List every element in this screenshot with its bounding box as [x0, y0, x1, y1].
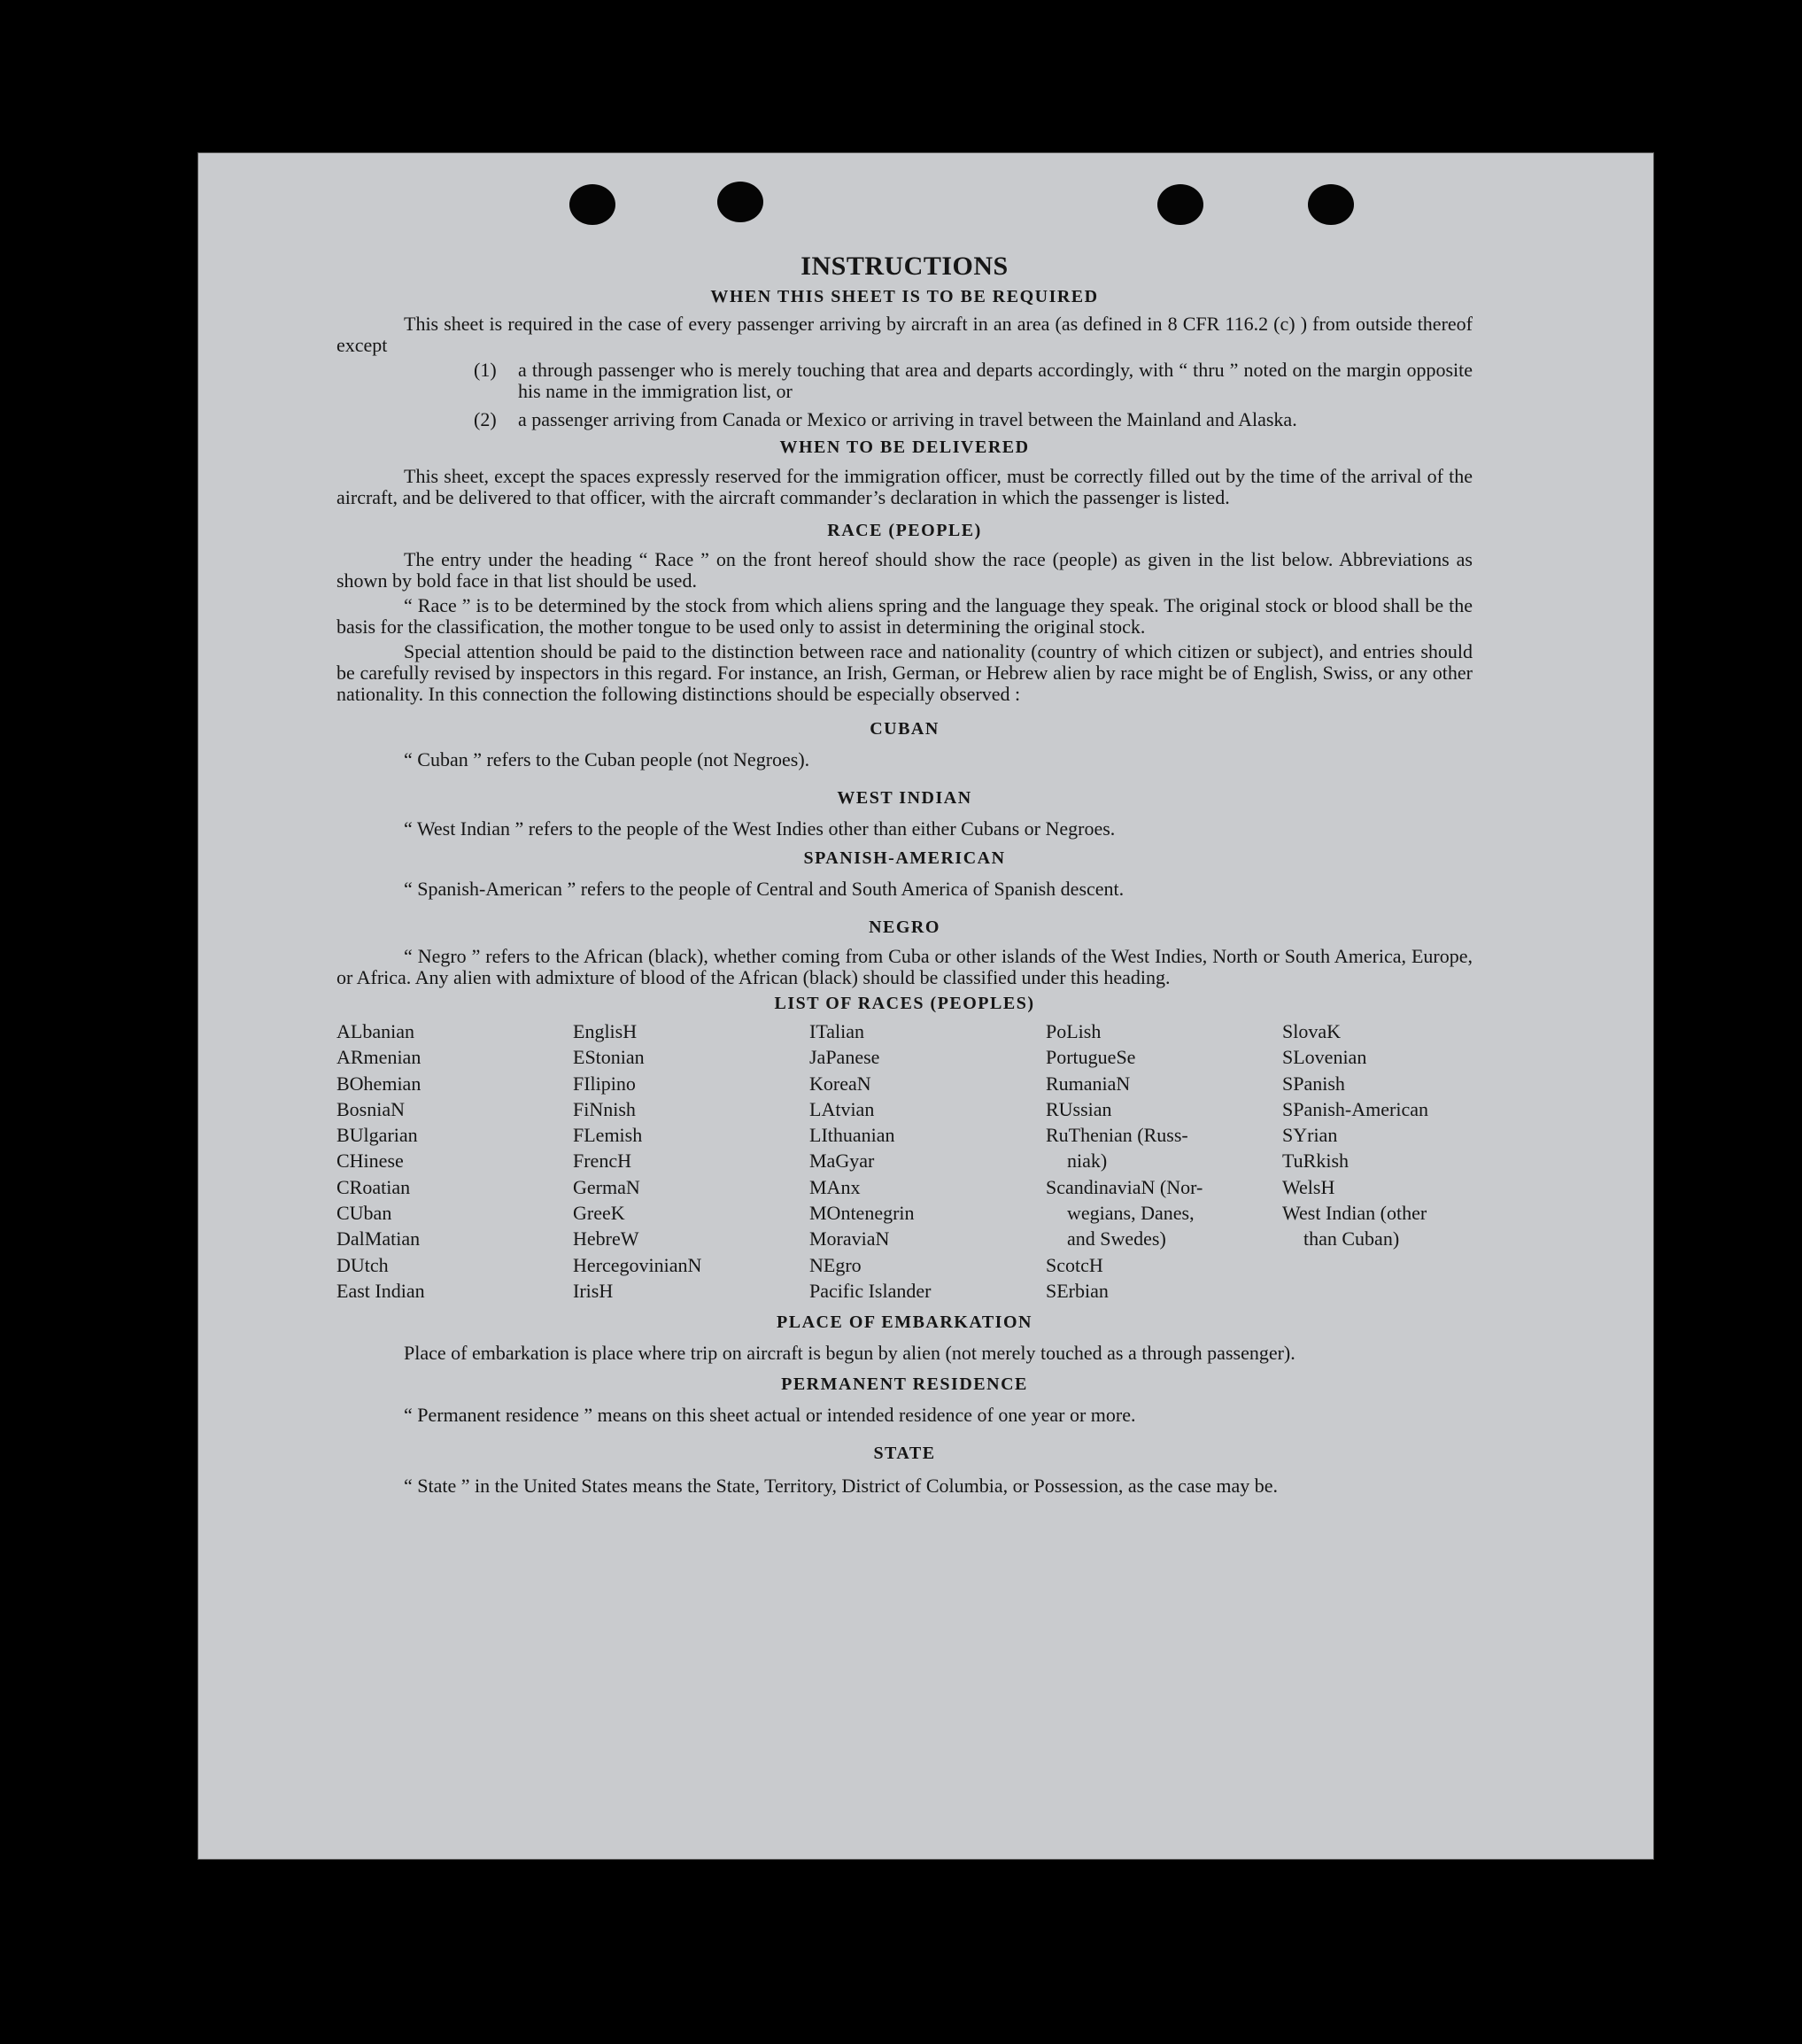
punch-hole	[1308, 184, 1354, 225]
race-entry: WelsH	[1282, 1175, 1335, 1198]
heading-state: STATE	[873, 1444, 936, 1464]
heading-required: WHEN THIS SHEET IS TO BE REQUIRED	[710, 287, 1099, 306]
delivered-text: This sheet, except the spaces expressly reserved for the immigration officer, must be correctly filled out by the time of the arrival of the aircraft, and be delivered to that officer, with the aircraft commander’s declaration in which the passenger is listed.	[336, 465, 1473, 508]
race-entry: SPanish	[1282, 1072, 1345, 1095]
punch-hole	[569, 184, 615, 225]
race-entry: NEgro	[809, 1253, 862, 1276]
residence-text: “ Permanent residence ” means on this sheet actual or intended residence of one year or more.	[404, 1404, 1136, 1427]
punch-hole	[1157, 184, 1203, 225]
heading-west-indian: WEST INDIAN	[837, 788, 972, 808]
races-table	[336, 1018, 1473, 1304]
race-entry: KoreaN	[809, 1072, 871, 1095]
race-entry: Pacific Islander	[809, 1279, 932, 1302]
race-entry: HebreW	[573, 1227, 639, 1250]
required-intro: This sheet is required in the case of every passenger arriving by aircraft in an area (as defined in 8 CFR 116.2 (c) ) from outside thereof except	[336, 313, 1473, 356]
heading-residence: PERMANENT RESIDENCE	[781, 1374, 1028, 1395]
race-entry: DalMatian	[336, 1227, 421, 1250]
race-entry: EStonian	[573, 1046, 645, 1069]
race-entry-continued: than Cuban)	[1303, 1227, 1400, 1250]
item-number: (1)	[474, 359, 497, 381]
race-entry: LAtvian	[809, 1097, 875, 1120]
race-paragraph: The entry under the heading “ Race ” on the front hereof should show the race (people) as given in the list below. Abbreviations as shown by bold face in that list should be used.	[336, 548, 1473, 592]
race-entry: RumaniaN	[1046, 1072, 1131, 1095]
race-entry: EnglisH	[573, 1020, 638, 1042]
exception-item	[336, 360, 1473, 402]
state-text: “ State ” in the United States means the State, Territory, District of Columbia, or Possession, as the case may be.	[404, 1475, 1279, 1498]
race-entry: MaGyar	[809, 1150, 875, 1173]
races-column	[336, 1018, 573, 1304]
race-entry: GreeK	[573, 1202, 625, 1225]
race-entry: BUlgarian	[336, 1124, 418, 1147]
race-entry: CHinese	[336, 1150, 404, 1173]
race-entry: FIlipino	[573, 1072, 636, 1095]
race-entry-continued: wegians, Danes,	[1067, 1202, 1195, 1225]
heading-race: RACE (PEOPLE)	[827, 521, 982, 540]
heading-embarkation: PLACE OF EMBARKATION	[777, 1312, 1032, 1333]
race-entry: IrisH	[573, 1279, 614, 1302]
race-entry: MAnx	[809, 1175, 861, 1198]
races-column	[1282, 1018, 1473, 1304]
item-number: (2)	[474, 408, 497, 430]
race-entry: DUtch	[336, 1253, 389, 1276]
heading-spanish-american: SPANISH-AMERICAN	[803, 848, 1006, 868]
race-entry: BOhemian	[336, 1072, 421, 1095]
race-entry: SLovenian	[1282, 1046, 1367, 1069]
race-entry: FrencH	[573, 1150, 631, 1173]
heading-negro: NEGRO	[869, 917, 940, 937]
races-column	[1046, 1018, 1282, 1304]
race-entry: RUssian	[1046, 1097, 1112, 1120]
race-entry: TuRkish	[1282, 1150, 1350, 1173]
race-entry: FiNnish	[573, 1097, 636, 1120]
cuban-text: “ Cuban ” refers to the Cuban people (not Negroes).	[404, 748, 810, 770]
instructions-body	[336, 252, 1473, 1497]
race-entry: CRoatian	[336, 1175, 411, 1198]
item-text: a through passenger who is merely touching that area and departs accordingly, with “ thru ” noted on the margin opposite his name in the immigration list, or	[518, 359, 1473, 402]
race-entry-continued: niak)	[1067, 1150, 1108, 1173]
page-title: INSTRUCTIONS	[800, 252, 1009, 281]
race-entry: PoLish	[1046, 1020, 1102, 1042]
exception-item	[336, 409, 1473, 430]
race-entry: SlovaK	[1282, 1020, 1341, 1042]
race-entry: BosniaN	[336, 1097, 405, 1120]
race-entry: ITalian	[809, 1020, 864, 1042]
race-entry: RuThenian (Russ-	[1046, 1124, 1188, 1147]
item-text: a passenger arriving from Canada or Mexico or arriving in travel between the Mainland and Alaska.	[518, 408, 1297, 430]
punch-hole	[717, 182, 763, 222]
race-paragraph: “ Race ” is to be determined by the stock from which aliens spring and the language they speak. The original stock or blood shall be the basis for the classification, the mother tongue to be used only to assist in determining the original stock.	[336, 594, 1473, 638]
spanish-american-text: “ Spanish-American ” refers to the people of Central and South America of Spanish descent.	[404, 878, 1125, 900]
race-entry: ALbanian	[336, 1020, 414, 1042]
race-entry: JaPanese	[809, 1046, 880, 1069]
race-entry: GermaN	[573, 1175, 640, 1198]
race-entry: HercegovinianN	[573, 1253, 702, 1276]
race-paragraph: Special attention should be paid to the distinction between race and nationality (country of which citizen or subject), and entries should be carefully revised by inspectors in this regard. For instance, an Irish, German, or Hebrew alien by race might be of English, Swiss, or any other nationality. In this connection the following distinctions should be especially observed :	[336, 640, 1473, 705]
race-entry: ARmenian	[336, 1046, 421, 1069]
races-column	[809, 1018, 1046, 1304]
race-entry: FLemish	[573, 1124, 643, 1147]
heading-list-of-races: LIST OF RACES (PEOPLES)	[774, 994, 1035, 1013]
race-entry: West Indian (other	[1282, 1202, 1427, 1225]
race-entry: PortugueSe	[1046, 1046, 1136, 1069]
race-entry: SPanish-American	[1282, 1097, 1428, 1120]
embarkation-text: Place of embarkation is place where trip on aircraft is begun by alien (not merely touched as a through passenger).	[404, 1342, 1295, 1365]
race-entry: ScandinaviaN (Nor-	[1046, 1175, 1203, 1198]
document-sheet	[197, 152, 1654, 1860]
west-indian-text: “ West Indian ” refers to the people of the West Indies other than either Cubans or Negroes.	[404, 817, 1116, 840]
race-entry: ScotcH	[1046, 1253, 1103, 1276]
race-entry: MOntenegrin	[809, 1202, 915, 1225]
races-column	[573, 1018, 809, 1304]
heading-delivered: WHEN TO BE DELIVERED	[779, 437, 1030, 457]
race-entry: CUban	[336, 1202, 392, 1225]
race-entry: LIthuanian	[809, 1124, 895, 1147]
race-entry: East Indian	[336, 1279, 425, 1302]
heading-cuban: CUBAN	[870, 719, 940, 739]
race-entry: SErbian	[1046, 1279, 1109, 1302]
race-entry: MoraviaN	[809, 1227, 890, 1250]
race-entry-continued: and Swedes)	[1067, 1227, 1166, 1250]
negro-text: “ Negro ” refers to the African (black), whether coming from Cuba or other islands of the West Indies, North or South America, Europe, or Africa. Any alien with admixture of blood of the African (black) should be classified under this heading.	[336, 945, 1473, 988]
race-entry: SYrian	[1282, 1124, 1338, 1147]
